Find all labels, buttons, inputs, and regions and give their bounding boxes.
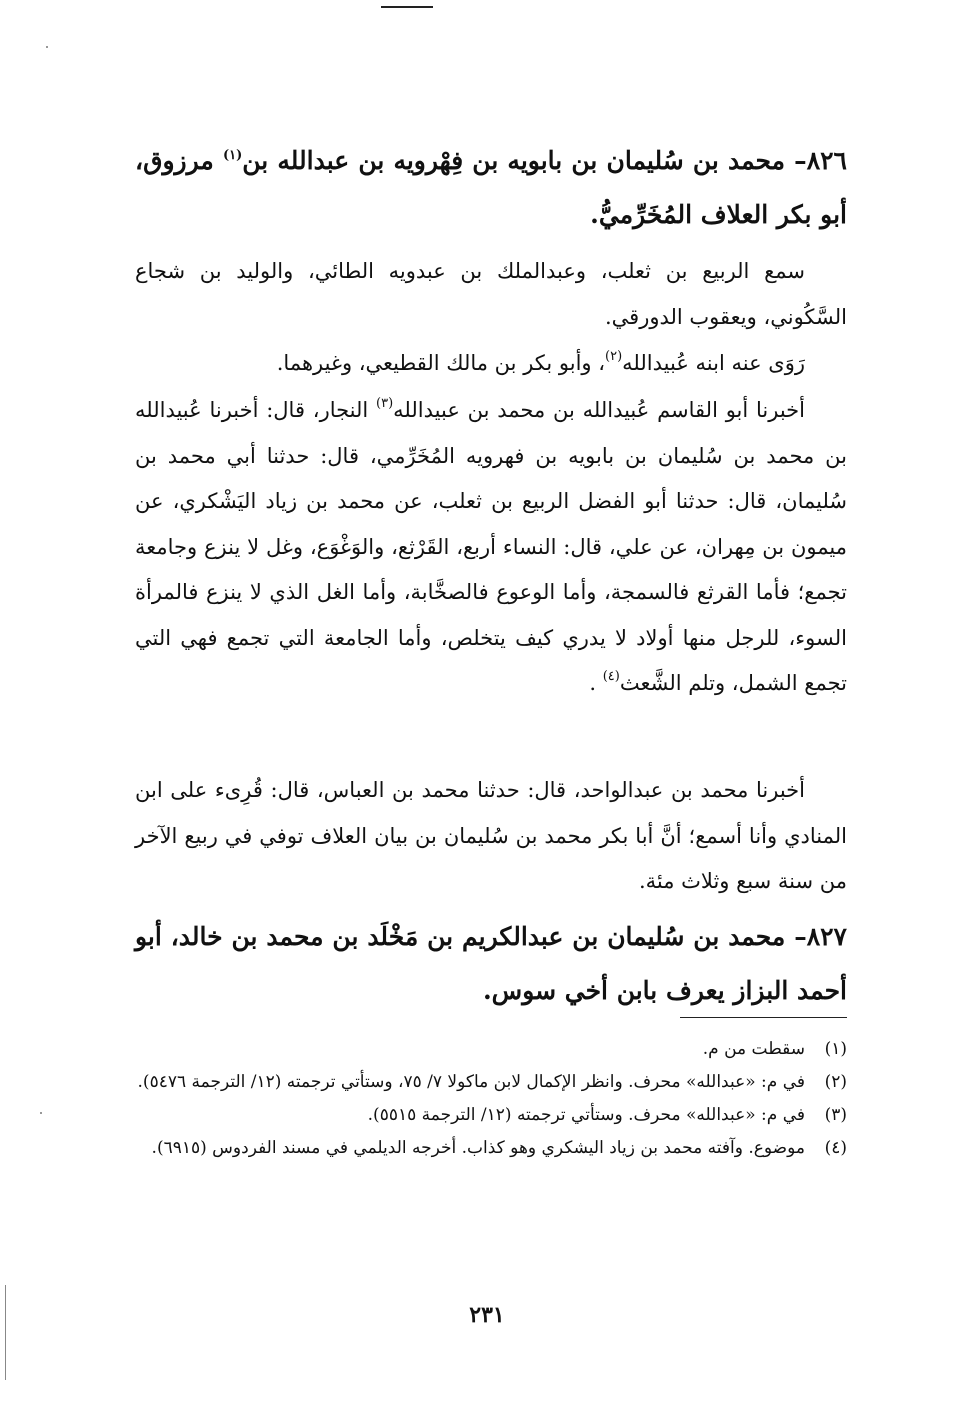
margin-line [5, 1285, 6, 1380]
entry-826-narrated-by [135, 341, 847, 387]
footnote-text: في م: «عبدالله» محرف. وانظر الإكمال لابن ماكولا ٧/ ٧٥، وستأتي ترجمته (١٢/ الترجمة ٥٤٧٦). [137, 1072, 805, 1092]
entry-827-heading: ٨٢٧– محمد بن سُليمان بن عبدالكريم بن مَخْلَد بن محمد بن خالد، أبو أحمد البزاز يعرف بابن أخي سوس. [135, 922, 847, 1005]
footnote-ref-1: (١) [222, 148, 243, 163]
hadith-end: . [589, 671, 603, 695]
entry-826-title-cont: مرزوق، أبو بكر العلاف المُخَرِّميُّ. [135, 146, 847, 229]
footnote-text: موضوع. وآفته محمد بن زياد اليشكري وهو كذاب. أخرجه الديلمي في مسند الفردوس (٦٩١٥). [151, 1138, 805, 1158]
footnote-text: في م: «عبدالله» محرف. وستأتي ترجمته (١٢/ الترجمة ٥٥١٥). [367, 1105, 805, 1125]
footnote-number: (٣) [824, 1105, 847, 1125]
page-number: ٢٣١ [469, 1302, 505, 1328]
entry-826-title: ٨٢٦– محمد بن سُليمان بن بابويه بن فِهْرويه بن عبدالله بن [242, 146, 847, 175]
narrated-by-text-cont: ، وأبو بكر بن مالك القطيعي، وغيرهما. [276, 351, 606, 375]
hadith-isnad: أخبرنا أبو القاسم عُبيدالله بن محمد بن عبيدالله [393, 398, 805, 422]
footnote-1 [135, 1033, 847, 1066]
entry-826-heading [135, 134, 847, 242]
narrated-by-text: رَوَى عنه ابنه عُبيدالله [622, 351, 805, 375]
footnote-3 [135, 1099, 847, 1132]
footnote-4 [135, 1132, 847, 1165]
scan-speck [40, 1112, 42, 1114]
footnote-ref-2: (٢) [605, 349, 623, 364]
footnote-text: سقطت من م. [702, 1039, 805, 1059]
footnote-ref-3: (٣) [376, 396, 394, 411]
footnote-number: (٤) [824, 1138, 847, 1158]
footnotes [135, 1033, 847, 1165]
footnote-2 [135, 1066, 847, 1099]
entry-826-hadith [135, 388, 847, 707]
footnote-rule [680, 1017, 847, 1018]
top-rule [381, 6, 433, 8]
entry-826-heard-from: سمع الربيع بن ثعلب، وعبدالملك بن عبدويه الطائي، والوليد بن شجاع السَّكُوني، ويعقوب الدورقي. [135, 259, 847, 329]
footnote-ref-4: (٤) [602, 669, 620, 684]
entry-826-death-report: أخبرنا محمد بن عبدالواحد، قال: حدثنا محمد بن العباس، قال: قُرِىء على ابن المنادي وأنا أسمع؛ أنَّ أبا بكر محمد بن سُليمان بن بيان العلاف توفي في ربيع الآخر من سنة سبع وثلاث مئة. [135, 778, 847, 893]
footnote-number: (٢) [824, 1072, 847, 1092]
hadith-text: النجار، قال: أخبرنا عُبيدالله بن محمد بن سُليمان بن بابويه بن فهرويه المُخَرِّمي، قال: حدثنا أبي محمد بن سُليمان، قال: حدثنا أبو الفضل الربيع بن ثعلب، عن محمد بن زياد اليَشْكري، عن ميمون بن مِهران، عن علي، قال: النساء أربع، القَرْثع، والوَغْوَع، وغل لا ينزع وجامعة تجمع؛ فأما القرثع فالسمجة، وأما الوعوع فالصخَّابة، وأما الغل الذي لا ينزع فالمرأة السوء، للرجل منها أولاد لا يدري كيف يتخلص، وأما الجامعة التي تجمع فهي التي تجمع الشمل، وتلم الشَّعث [135, 398, 848, 695]
footnote-number: (١) [824, 1039, 847, 1059]
scan-speck [46, 46, 48, 48]
